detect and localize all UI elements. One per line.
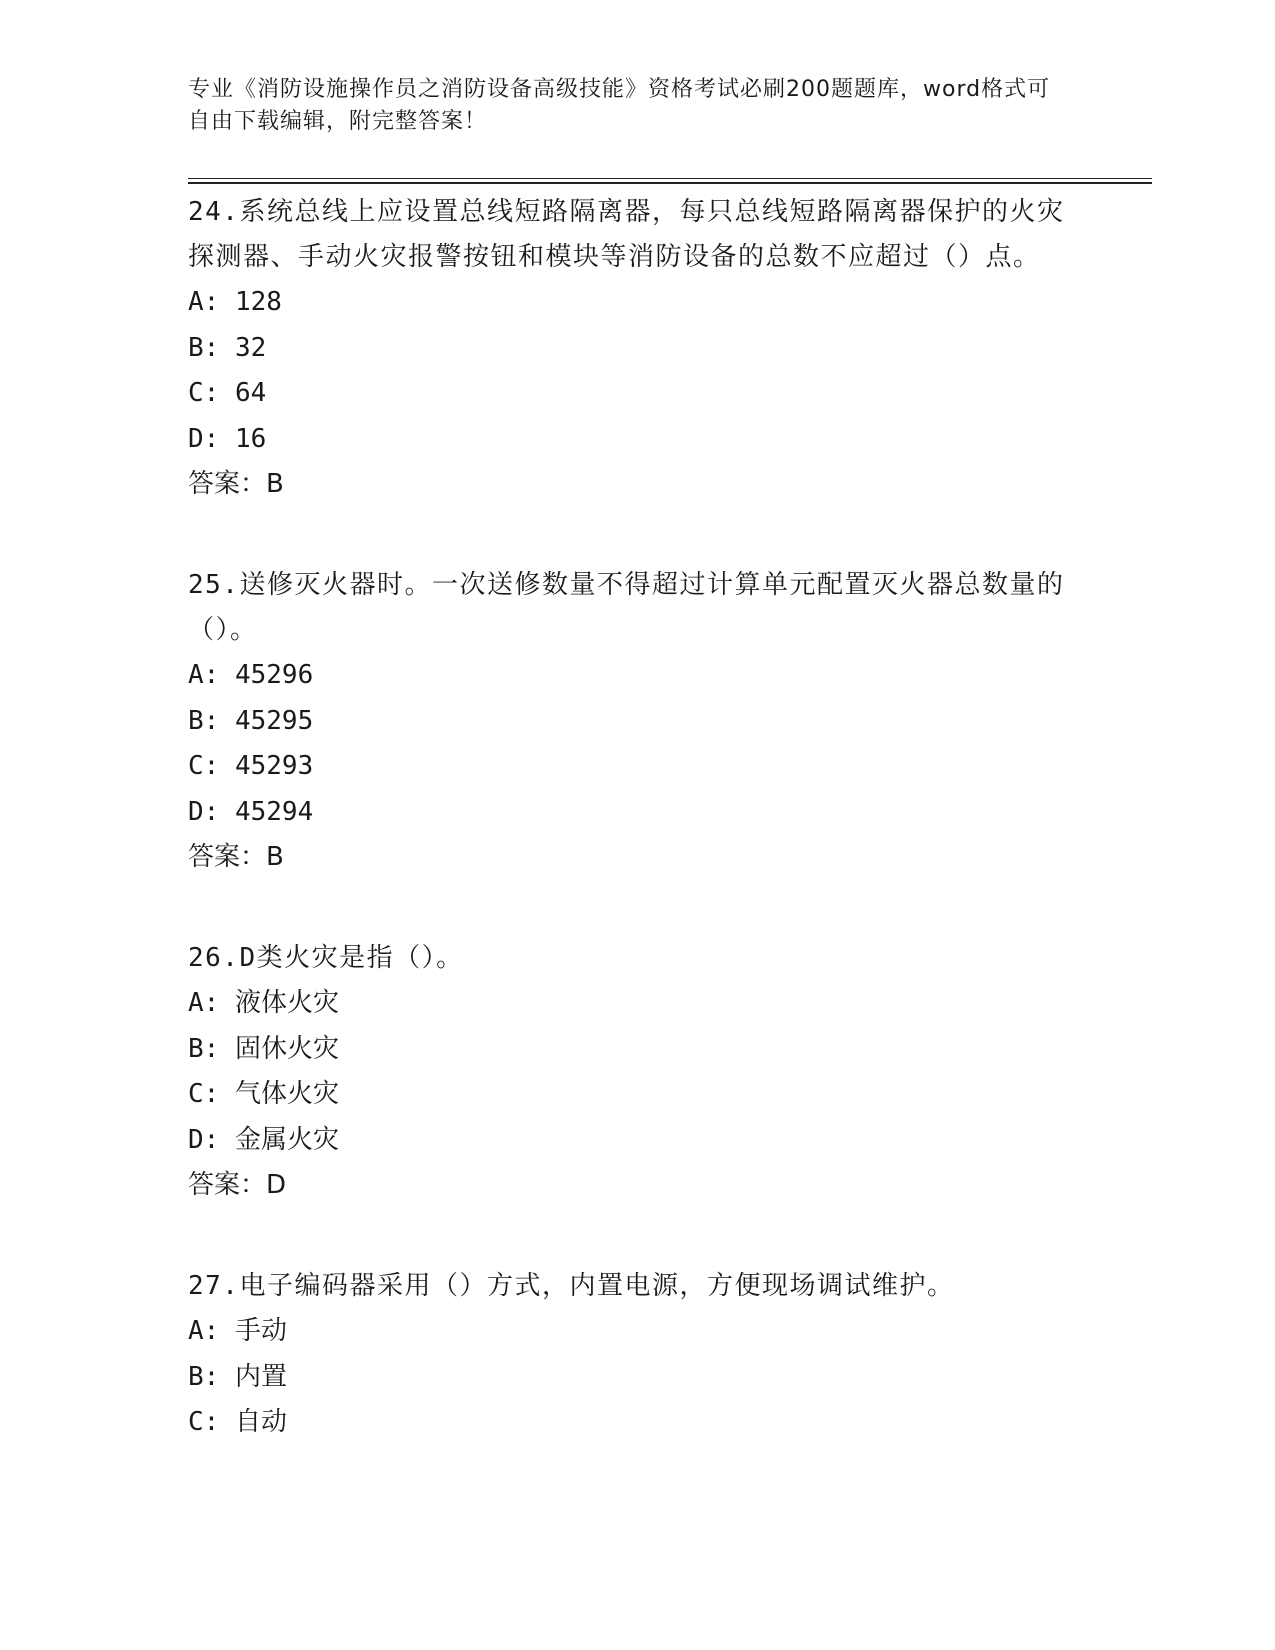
- question-24: [188, 190, 1088, 507]
- option-a: A: 128: [188, 287, 282, 317]
- question-list: [188, 190, 1088, 1502]
- option-a: A: 手动: [188, 1316, 287, 1346]
- answer-line: 答案：D: [188, 1170, 287, 1200]
- question-26: [188, 936, 1088, 1208]
- option-a: A: 液体火灾: [188, 988, 339, 1018]
- question-stem: 25.送修灭火器时。一次送修数量不得超过计算单元配置灭火器总数量的（）。: [188, 570, 1065, 645]
- option-c: C: 自动: [188, 1407, 287, 1437]
- document-header: 专业《消防设施操作员之消防设备高级技能》资格考试必刷200题题库，word格式可自由下载编辑，附完整答案！: [188, 77, 1051, 134]
- option-a: A: 45296: [188, 660, 314, 690]
- option-d: D: 45294: [188, 796, 314, 827]
- option-b: B: 内置: [188, 1361, 287, 1392]
- option-c: C: 气体火灾: [188, 1079, 339, 1109]
- question-stem: 26.D类火灾是指（）。: [188, 943, 464, 973]
- option-b: B: 45295: [188, 705, 314, 736]
- question-stem: 24.系统总线上应设置总线短路隔离器，每只总线短路隔离器保护的火灾探测器、手动火灾报警按钮和模块等消防设备的总数不应超过（）点。: [188, 197, 1065, 272]
- option-b: B: 固休火灾: [188, 1033, 339, 1064]
- answer-line: 答案：B: [188, 842, 284, 872]
- option-d: D: 金属火灾: [188, 1124, 339, 1155]
- option-c: C: 45293: [188, 751, 314, 781]
- question-27: [188, 1264, 1088, 1446]
- option-d: D: 16: [188, 423, 267, 454]
- answer-line: 答案：B: [188, 469, 284, 499]
- question-25: [188, 563, 1088, 880]
- header-divider-thin: [188, 178, 1152, 179]
- option-b: B: 32: [188, 332, 267, 363]
- question-stem: 27.电子编码器采用（）方式，内置电源，方便现场调试维护。: [188, 1271, 955, 1301]
- option-c: C: 64: [188, 378, 267, 408]
- header-divider-thick: [188, 182, 1152, 184]
